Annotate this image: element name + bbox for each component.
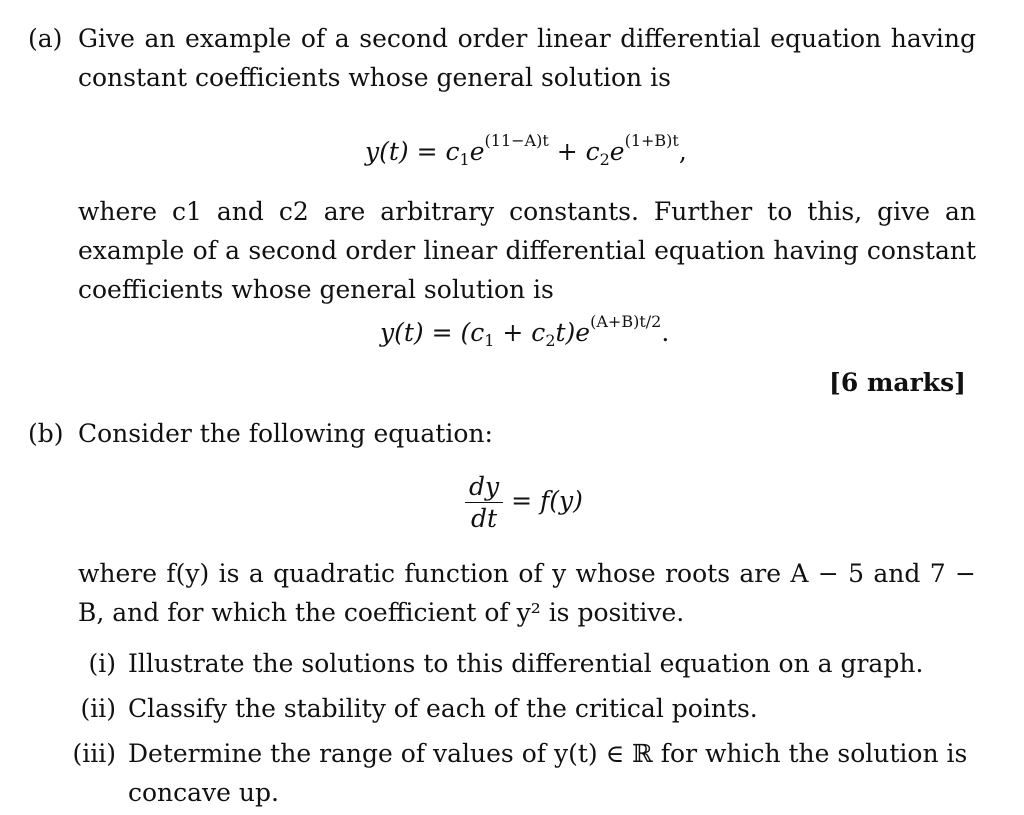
eq2-c2-subscript: 2 (545, 331, 556, 350)
eq1-c2-subscript: 2 (599, 150, 610, 169)
eq1-c1-subscript: 1 (459, 150, 470, 169)
eq1-e2: e (609, 137, 625, 166)
eq2-exponent: (A+B)t/2 (590, 312, 662, 331)
eq2-plus-c2: + c (494, 318, 546, 347)
part-a-intro: Give an example of a second order linear differential equation having constant coefficients whose general solution is (78, 24, 976, 92)
equation-ode (465, 474, 583, 531)
eq1-exponent-2: (1+B)t (624, 131, 679, 150)
ode-rhs: = f(y) (503, 486, 583, 515)
eq1-e1: e (469, 137, 485, 166)
part-b-label: (b) (28, 419, 64, 448)
subquestion-iii-text: Determine the range of values of y(t) ∈ ℝ for which the solution is concave up. (128, 739, 968, 807)
subquestion-i-text: Illustrate the solutions to this differential equation on a graph. (128, 649, 924, 678)
subquestion-ii-label: (ii) (80, 694, 116, 723)
eq2-period: . (661, 318, 670, 347)
eq2-t-e: t)e (555, 318, 591, 347)
eq2-lhs: y(t) = (c (380, 318, 485, 347)
marks-badge: [6 marks] (829, 368, 966, 397)
subquestion-i-label: (i) (88, 649, 116, 678)
fraction-denominator: dt (471, 504, 498, 533)
part-a-label: (a) (28, 24, 63, 53)
part-a-middle-text: where c1 and c2 are arbitrary constants. Further to this, give an example of a second order linear differential equation having constant coefficients whose general solution is (78, 197, 976, 304)
fraction-numerator: dy (465, 474, 503, 503)
eq1-exponent-1: (11−A)t (484, 131, 549, 150)
eq1-comma: , (678, 137, 687, 166)
equation-general-solution-2 (380, 314, 669, 349)
part-b-text: where f(y) is a quadratic function of y whose roots are A − 5 and 7 − B, and for which the coefficient of y² is positive. (78, 559, 976, 627)
subquestion-ii-text: Classify the stability of each of the critical points. (128, 694, 758, 723)
eq1-lhs: y(t) = c (365, 137, 460, 166)
equation-general-solution-1 (365, 133, 687, 168)
eq2-c1-subscript: 1 (484, 331, 495, 350)
part-b-intro: Consider the following equation: (78, 419, 493, 448)
derivative-fraction (465, 474, 503, 531)
eq1-plus-c2: + c (548, 137, 600, 166)
subquestion-iii-label: (iii) (72, 739, 116, 768)
